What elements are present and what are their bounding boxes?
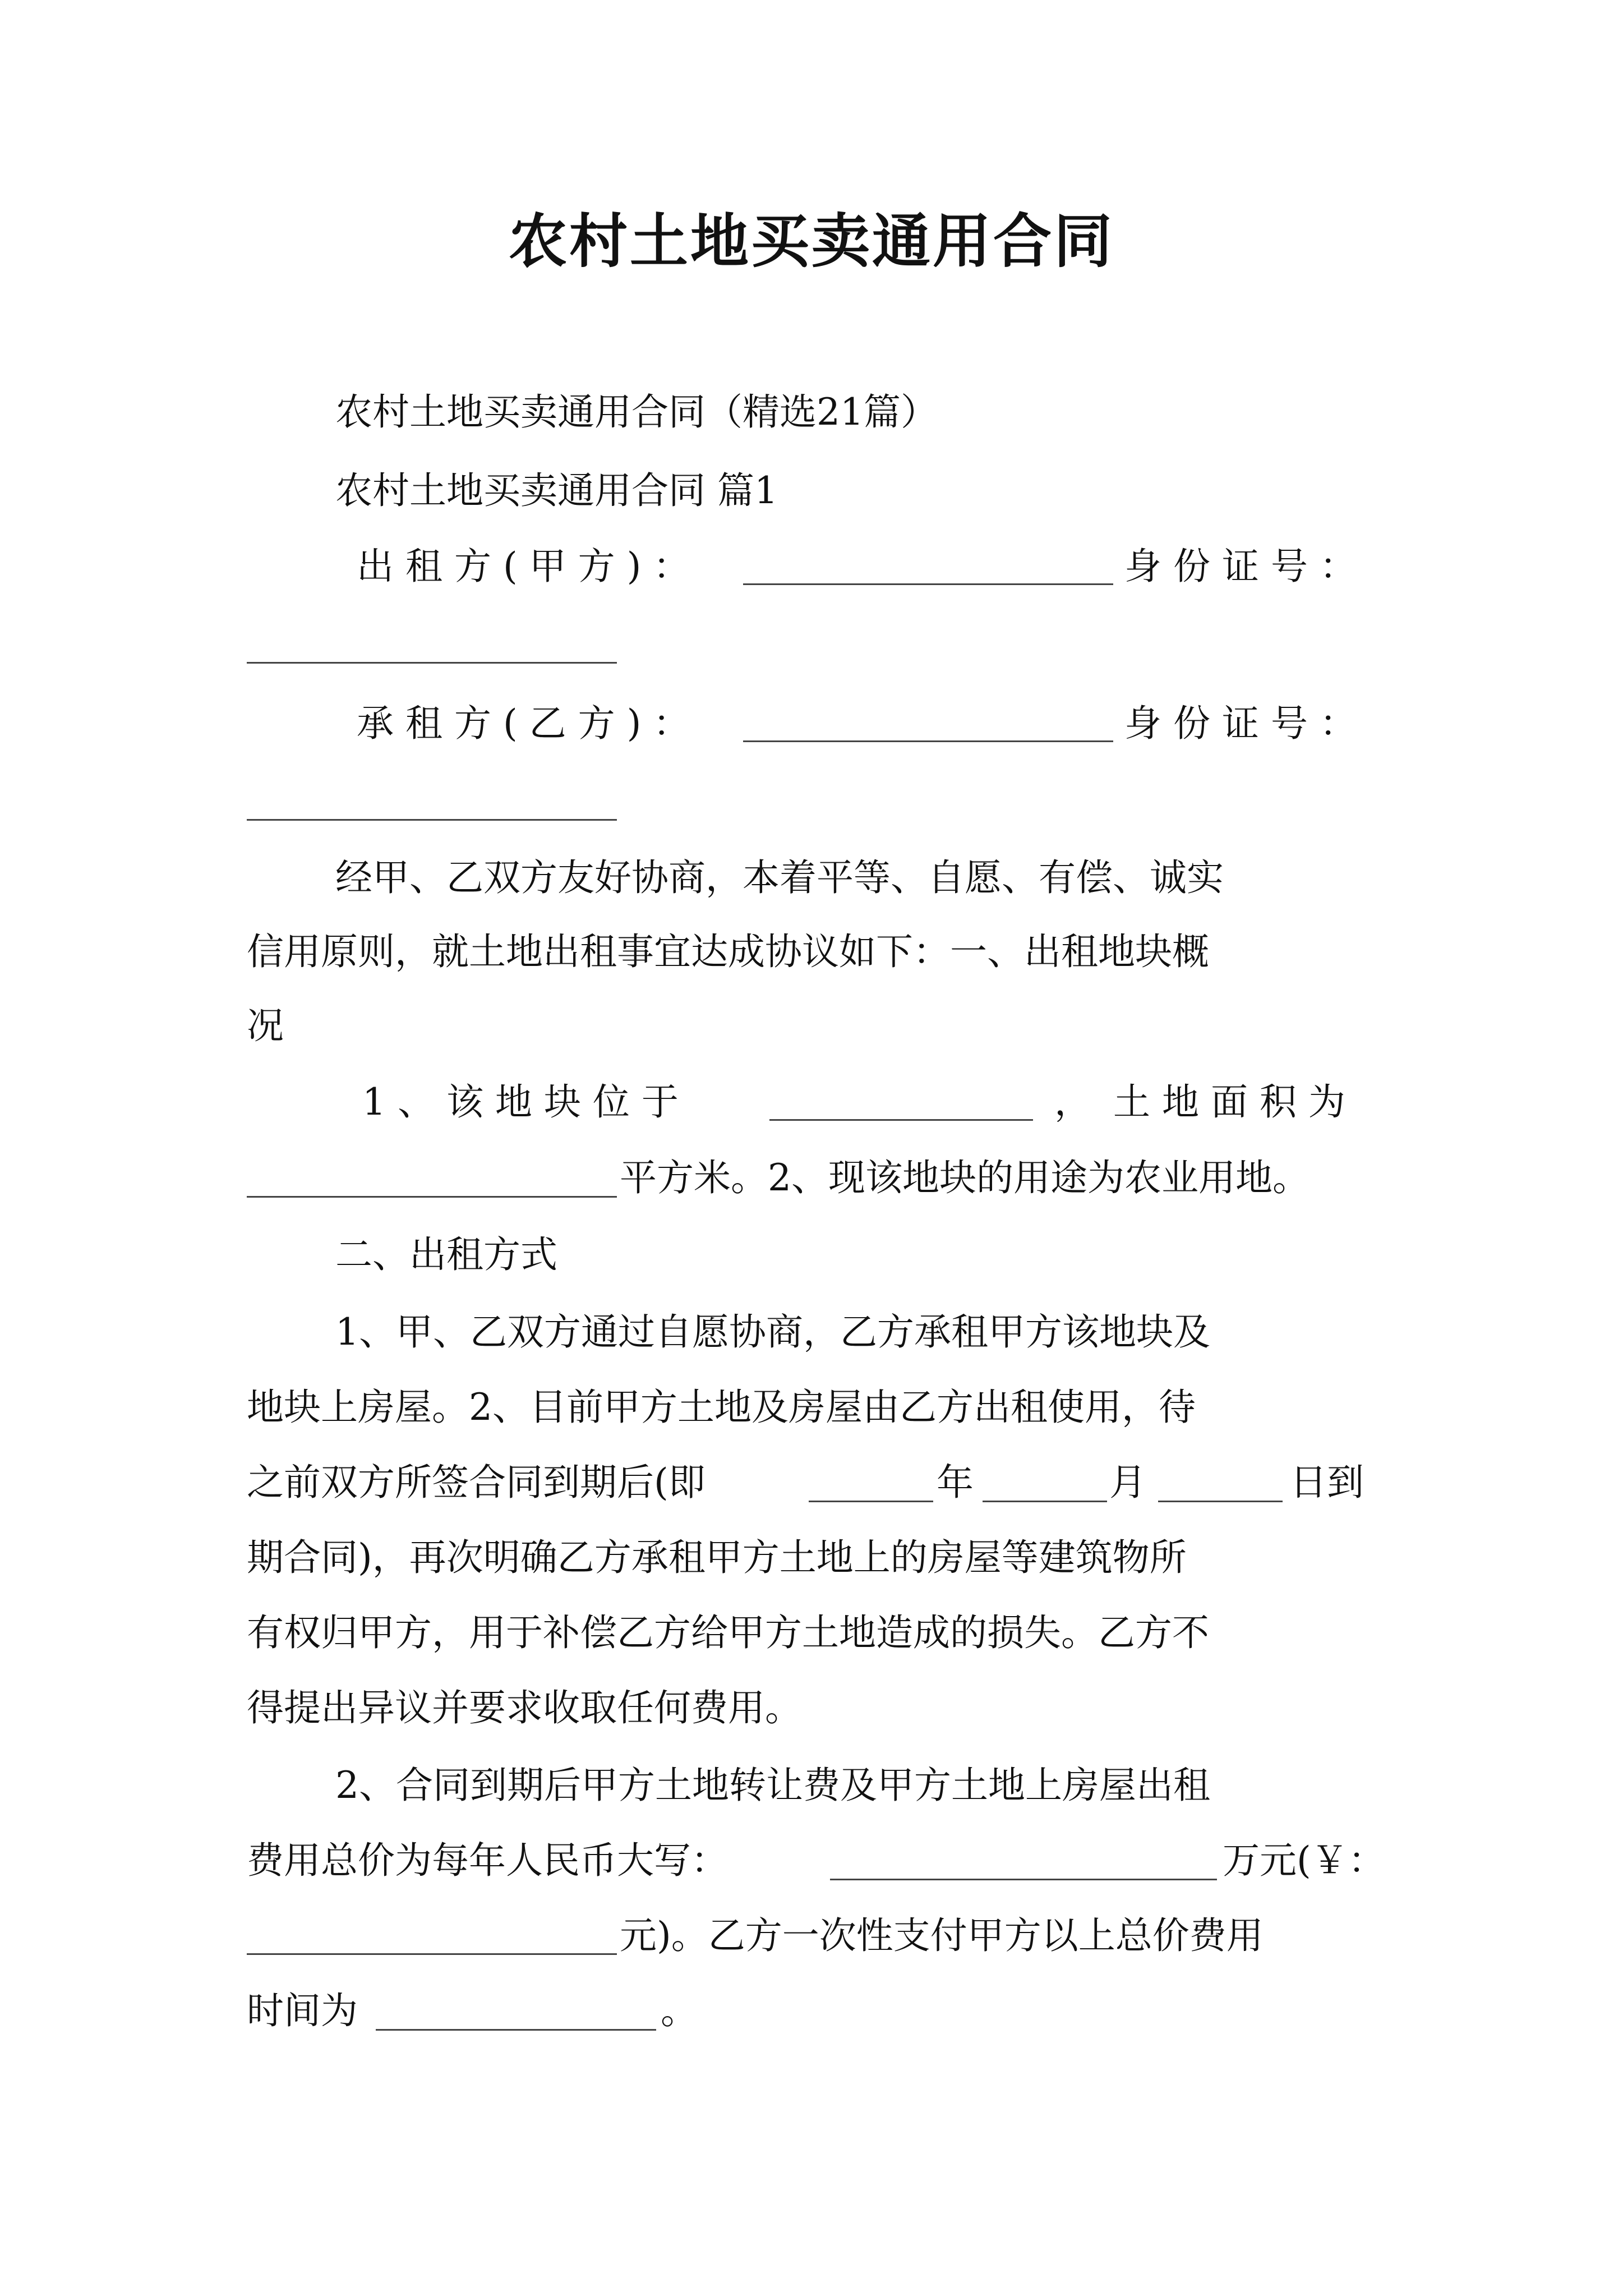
paragraph-2-line-6: 得提出异议并要求收取任何费用。 bbox=[247, 1686, 802, 1729]
payment-time-blank[interactable] bbox=[376, 2029, 656, 2031]
day-blank[interactable] bbox=[1158, 1501, 1283, 1502]
lessor-name-blank[interactable] bbox=[743, 583, 1113, 585]
lessee-id-blank[interactable] bbox=[247, 819, 617, 821]
section-2-heading: 二、出租方式 bbox=[335, 1233, 557, 1276]
paragraph-3-line-2-suffix: 万元(￥： bbox=[1223, 1839, 1385, 1882]
day-label: 日到 bbox=[1290, 1461, 1364, 1504]
paragraph-1-line-1: 经甲、乙双方友好协商，本着平等、自愿、有偿、诚实 bbox=[335, 856, 1224, 899]
month-label: 月 bbox=[1109, 1461, 1146, 1504]
lessee-label: 承 租 方 ( 乙 方 ) ： bbox=[357, 702, 690, 745]
paragraph-3-line-1: 2、合同到期后甲方土地转让费及甲方土地上房屋出租 bbox=[335, 1764, 1210, 1807]
paragraph-1-line-3: 况 bbox=[247, 1004, 284, 1047]
paragraph-3-line-4-prefix: 时间为 bbox=[247, 1989, 358, 2032]
plot-location-blank[interactable] bbox=[769, 1119, 1033, 1121]
paragraph-2-line-4: 期合同)，再次明确乙方承租甲方土地上的房屋等建筑物所 bbox=[247, 1536, 1187, 1579]
year-label: 年 bbox=[937, 1461, 974, 1504]
paragraph-2-line-2: 地块上房屋。2、目前甲方土地及房屋由乙方出租使用，待 bbox=[247, 1386, 1196, 1429]
price-in-words-blank[interactable] bbox=[830, 1879, 1217, 1880]
plot-area-blank[interactable] bbox=[247, 1196, 617, 1198]
paragraph-2-line-5: 有权归甲方，用于补偿乙方给甲方土地造成的损失。乙方不 bbox=[247, 1611, 1209, 1654]
year-blank[interactable] bbox=[809, 1501, 933, 1502]
lessor-id-label: 身 份 证 号 ： bbox=[1124, 545, 1357, 588]
lessee-id-label: 身 份 证 号 ： bbox=[1124, 702, 1357, 745]
paragraph-3-line-2-prefix: 费用总价为每年人民币大写： bbox=[247, 1839, 728, 1882]
lessor-label: 出 租 方 ( 甲 方 ) ： bbox=[357, 545, 690, 588]
paragraph-2-line-1: 1、甲、乙双方通过自愿协商，乙方承租甲方该地块及 bbox=[335, 1310, 1210, 1354]
paragraph-1-line-2: 信用原则，就土地出租事宜达成协议如下：一、出租地块概 bbox=[247, 930, 1209, 973]
clause-1-1-prefix: 1 、 该 地 块 位 于 bbox=[362, 1080, 679, 1124]
section-heading: 农村土地买卖通用合同 篇1 bbox=[335, 469, 778, 512]
paragraph-3-line-4-suffix: 。 bbox=[661, 1989, 698, 2032]
clause-1-2-rest: 平方米。2、现该地块的用途为农业用地。 bbox=[620, 1156, 1310, 1199]
month-blank[interactable] bbox=[983, 1501, 1107, 1502]
lessor-id-blank[interactable] bbox=[247, 662, 617, 664]
document-title: 农村土地买卖通用合同 bbox=[508, 206, 1114, 275]
clause-1-1-comma: ， bbox=[1054, 1080, 1091, 1124]
lessee-name-blank[interactable] bbox=[743, 740, 1113, 742]
clause-1-1-area-label: 土 地 面 积 为 bbox=[1113, 1080, 1345, 1124]
intro-line: 农村土地买卖通用合同（精选21篇） bbox=[335, 390, 938, 434]
paragraph-3-line-3-suffix: 元)。乙方一次性支付甲方以上总价费用 bbox=[620, 1914, 1264, 1957]
price-in-figures-blank[interactable] bbox=[247, 1953, 617, 1955]
paragraph-2-date-prefix: 之前双方所签合同到期后(即 bbox=[247, 1461, 706, 1504]
